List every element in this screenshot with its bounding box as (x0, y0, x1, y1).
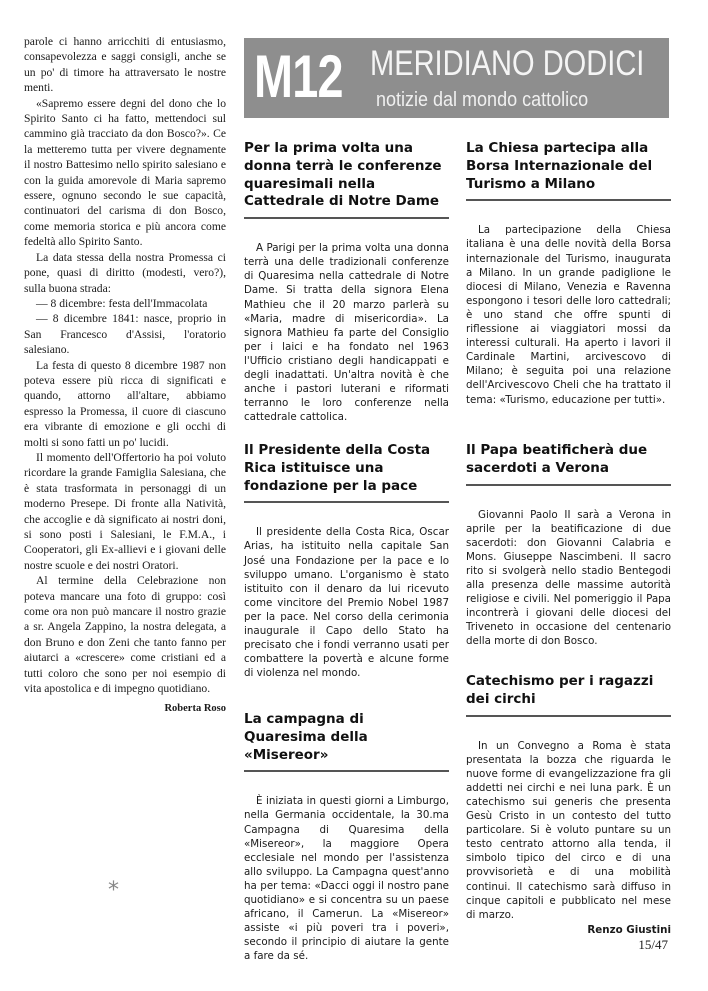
article-body: In un Convegno a Roma è stata presentata la bozza che riguarda le nuove forme di evangelizzazione fra gli addetti nei circhi e nei luna park. È un catechismo sui generis che presenta Gesù Cristo in un contesto del tutto particolare. Si è voluto puntare su un testo centrato attorno alla tenda, il simbolo tipico del circo e di una provvisorietà e di una mobilità continui. Il catechismo sarà diffuso in cinque capitoli e pubblicato nel mese di marzo. (466, 739, 671, 921)
article-body: La partecipazione della Chiesa italiana è una delle novità della Borsa internazionale del Turismo, inaugurata a Milano. In un grande padiglione le diocesi di Milano, Venezia e Ravenna espongono i tesori delle loro cattedrali; è uno stand che offre spunti di riflessione ai viaggiatori mossi da interessi culturali. Ha aperto i lavori il Cardinale Martini, arcivescovo di Milano; è seguita poi una relazione dell'Arcivescovo Cheli che ha trattato il tema: «Turismo, educazione per tutti». (466, 224, 671, 406)
article-title: Catechismo per i ragazzi dei circhi (466, 673, 671, 717)
paragraph: — 8 dicembre: festa dell'Immacolata (36, 296, 208, 310)
paragraph: La data stessa della nostra Promessa ci pone, quasi di diritto (modesti, vero?), sulla buona strada: (24, 250, 226, 295)
paragraph: «Sapremo essere degni del dono che lo Spirito Santo ci ha fatto, mettendoci sul cammino già tracciato da don Bosco?». Ce la metteremo tutta per vivere degnamente il nostro Battesimo nello spirito salesiano e con la guida amorevole di Maria sapremo essere, ognuno secondo le sue capacità, continuatori del carisma di don Bosco, come memoria storica e più ancora come fedeltà allo Spirito Santo. (24, 96, 226, 249)
article-body: Giovanni Paolo II sarà a Verona in aprile per la beatificazione di due sacerdoti: don Giovanni Calabria e Mons. Giuseppe Nascimbeni. Il sacro rito si svolgerà nello stadio Bentegodi alla presenza delle massime autorità religiose e civili. Nel pomeriggio il Papa incontrerà i giovani delle diocesi del Triveneto in occasione del centenario della morte di don Bosco. (466, 508, 671, 648)
article-body: Il presidente della Costa Rica, Oscar Arias, ha istituito nella capitale San José una Fondazione per la pace e lo sviluppo umano. L'organismo è stato istituito con il denaro da lui ricevuto come vincitore del Premio Nobel 1987 per la pace. Nel corso della cerimonia inaugurale il Capo dello Stato ha precisato che i fondi verranno usati per combattere la povertà e alcune forme di violenza nel mondo. (244, 526, 449, 680)
ornament-icon: * (108, 878, 119, 903)
page-number: 15/47 (638, 937, 668, 952)
section-subtitle: notizie dal mondo cattolico (376, 89, 589, 111)
article-verona (466, 442, 671, 649)
paragraph: La festa di questo 8 dicembre 1987 non poteva essere più ricca di significati e quando, attorno all'altare, abbiamo espresso la Promessa, il cuore di ciascuno era vibrante di emozione e gli occhi di molti si sono fatti un po' lucidi. (24, 358, 226, 449)
paragraph: — 8 dicembre 1841: nasce, proprio in San Francesco d'Assisi, l'oratorio salesiano. (24, 312, 226, 357)
article-notre-dame (244, 140, 449, 424)
article-title: Il Papa beatificherà due sacerdoti a Verona (466, 442, 671, 486)
section-header (244, 38, 669, 118)
author-signature: Roberta Roso (164, 703, 226, 715)
paragraph: Il momento dell'Offertorio ha poi voluto ricordare la grande Famiglia Salesiana, che è stata trasformata in personaggi di un moderno Presepe. Di fronte alla Natività, che accoglie e dà significato ai nostri doni, si sono posti i Salesiani, le F.M.A., i Cooperatori, gli Ex-allievi e i giovani delle nostre scuole e dei nostri Oratori. (24, 450, 226, 572)
section-code: M12 (254, 43, 343, 110)
article-title: Il Presidente della Costa Rica istituisce una fondazione per la pace (244, 442, 449, 503)
article-misereor (244, 711, 449, 964)
article-circhi (466, 673, 671, 936)
paragraph: parole ci hanno arricchiti di entusiasmo, consapevolezza e saggi consigli, anche se un po' di timore ha attraversato le nostre menti. (24, 35, 226, 95)
article-body: È iniziata in questi giorni a Limburgo, nella Germania occidentale, la 30.ma Campagna di Quaresima della «Misereor», la maggiore Opera ecclesiale nel mondo per l'assistenza allo sviluppo. La Campagna quest'anno ha per tema: «Dacci oggi il nostro pane quotidiano» e si concentra su un paese africano, il Camerun. La «Misereor» assiste «i più poveri tra i poveri», secondo il principio di aiutare la gente a fare da sé. (244, 795, 449, 963)
section-title: MERIDIANO DODICI (370, 44, 645, 83)
article-title: La campagna di Quaresima della «Misereor» (244, 711, 449, 772)
article-title: Per la prima volta una donna terrà le conferenze quaresimali nella Cattedrale di Notre Dame (244, 140, 449, 219)
article-costa-rica (244, 442, 449, 680)
paragraph: Al termine della Celebrazione non poteva mancare una foto di gruppo: così come ora non può mancare il nostro grazie a sr. Angela Zappino, la nostra delegata, a don Bruno e don Zeni che tanto fanno per aiutarci a «crescere» come cristiani ed a tutti coloro che sono per noi esempio di vita apostolica e di impegno quotidiano. (24, 574, 226, 696)
article-title: La Chiesa partecipa alla Borsa Internazionale del Turismo a Milano (466, 140, 671, 201)
article-borsa-turismo (466, 140, 671, 407)
article-body: A Parigi per la prima volta una donna terrà una delle tradizionali conferenze di Quaresima nella cattedrale di Notre Dame. Si tratta della signora Elena Mathieu che il 20 marzo parlerà su «Maria, madre di misericordia». La signora Mathieu fa parte del Consiglio per i laici e ha fondato nel 1963 l'Ufficio cristiano degli handicappati e degli inadattati. Un'altra novità è che anche i pastori luterani e riformati terranno le loro conferenze nella cattedrale cattolica. (244, 242, 449, 424)
author-signature: Renzo Giustini (587, 923, 671, 936)
left-column (24, 34, 226, 717)
